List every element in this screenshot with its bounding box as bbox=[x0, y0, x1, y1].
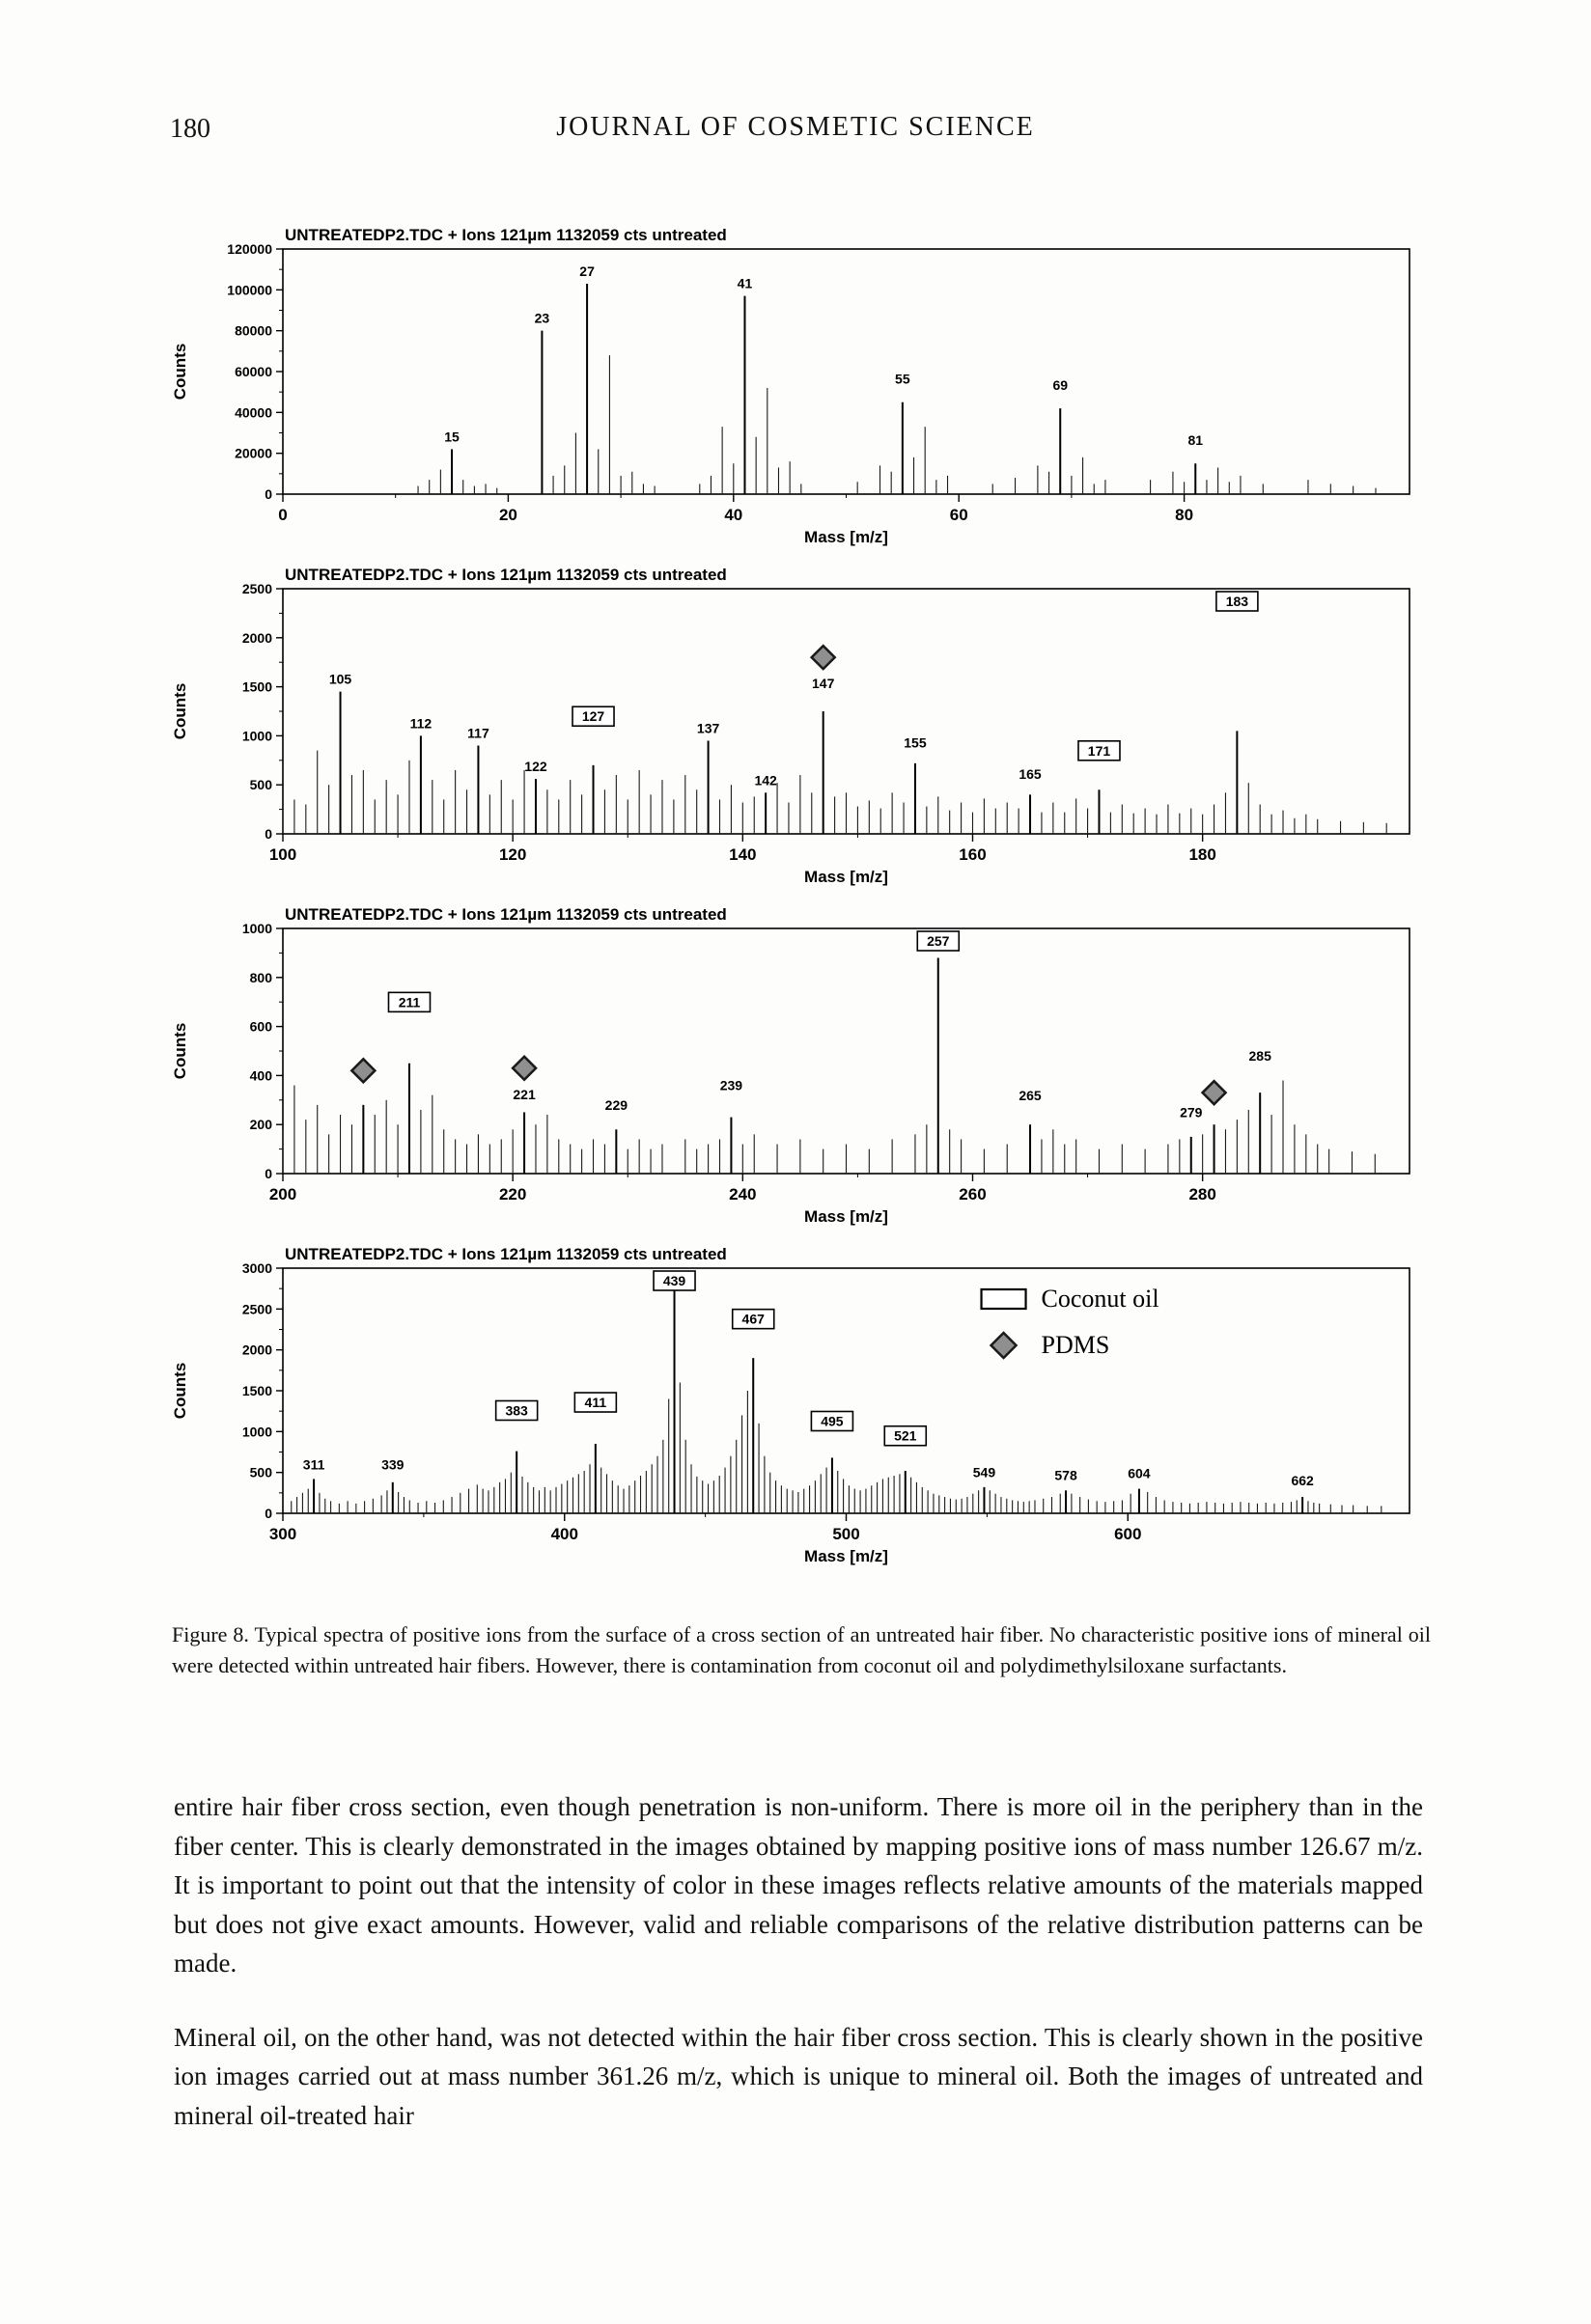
svg-text:2500: 2500 bbox=[241, 581, 272, 596]
svg-text:40: 40 bbox=[724, 506, 743, 524]
legend-label: Coconut oil bbox=[1041, 1285, 1159, 1313]
chart-title: UNTREATEDP2.TDC + Ions 121µm 1132059 cts untreated bbox=[285, 226, 727, 244]
svg-text:200: 200 bbox=[249, 1117, 272, 1133]
svg-text:40000: 40000 bbox=[235, 404, 272, 421]
svg-text:20: 20 bbox=[498, 506, 517, 524]
y-axis-label: Counts bbox=[171, 1022, 189, 1080]
svg-text:60: 60 bbox=[949, 506, 968, 524]
pdms-diamond-marker bbox=[812, 646, 835, 669]
plot-frame bbox=[283, 1268, 1410, 1513]
svg-text:142: 142 bbox=[754, 772, 777, 788]
svg-text:239: 239 bbox=[719, 1077, 743, 1093]
svg-text:120: 120 bbox=[498, 845, 527, 864]
svg-text:265: 265 bbox=[1019, 1087, 1042, 1103]
svg-text:0: 0 bbox=[265, 1166, 272, 1181]
svg-text:549: 549 bbox=[972, 1464, 996, 1480]
plot-frame bbox=[283, 928, 1410, 1174]
svg-text:260: 260 bbox=[959, 1185, 987, 1204]
svg-text:183: 183 bbox=[1225, 594, 1249, 609]
body-paragraph-2: Mineral oil, on the other hand, was not detected within the hair fiber cross section. This is clearly shown in the positive ion images carried out at mass number 361.26 m/z, which is unique to mineral oil. Both the images of untreated and mineral oil-treated hair bbox=[174, 2022, 1423, 2130]
x-axis-label: Mass [m/z] bbox=[804, 868, 888, 886]
x-axis-label: Mass [m/z] bbox=[804, 1547, 888, 1565]
svg-text:221: 221 bbox=[513, 1086, 536, 1102]
svg-text:383: 383 bbox=[505, 1402, 528, 1419]
svg-text:100000: 100000 bbox=[227, 282, 272, 298]
svg-text:105: 105 bbox=[328, 671, 352, 687]
article-body bbox=[174, 1787, 1423, 2170]
mass-spectrum-svg bbox=[162, 554, 1417, 890]
journal-title: JOURNAL OF COSMETIC SCIENCE bbox=[556, 112, 1035, 142]
svg-text:1500: 1500 bbox=[241, 678, 272, 695]
svg-text:160: 160 bbox=[959, 845, 987, 864]
svg-text:211: 211 bbox=[398, 994, 421, 1010]
svg-text:439: 439 bbox=[662, 1273, 686, 1288]
svg-text:15: 15 bbox=[444, 429, 460, 445]
svg-text:800: 800 bbox=[249, 969, 272, 985]
figure-caption-label: Figure 8. bbox=[172, 1622, 249, 1646]
svg-text:411: 411 bbox=[584, 1395, 607, 1411]
svg-text:55: 55 bbox=[895, 371, 910, 387]
svg-text:20000: 20000 bbox=[235, 445, 272, 461]
svg-text:400: 400 bbox=[249, 1067, 272, 1084]
svg-text:117: 117 bbox=[467, 725, 489, 741]
svg-text:400: 400 bbox=[550, 1525, 578, 1543]
svg-text:1000: 1000 bbox=[241, 1424, 272, 1440]
y-axis-label: Counts bbox=[171, 682, 189, 740]
y-axis-label: Counts bbox=[171, 343, 189, 401]
chart-title: UNTREATEDP2.TDC + Ions 121µm 1132059 cts untreated bbox=[285, 1245, 727, 1263]
svg-text:180: 180 bbox=[1188, 845, 1216, 864]
svg-text:27: 27 bbox=[579, 263, 595, 279]
chart-title: UNTREATEDP2.TDC + Ions 121µm 1132059 cts untreated bbox=[285, 905, 727, 924]
svg-text:122: 122 bbox=[524, 759, 547, 775]
svg-text:1500: 1500 bbox=[241, 1383, 272, 1398]
svg-text:140: 140 bbox=[729, 845, 757, 864]
svg-text:500: 500 bbox=[832, 1525, 860, 1543]
svg-text:229: 229 bbox=[604, 1096, 628, 1113]
body-paragraph-1: entire hair fiber cross section, even though penetration is non-uniform. There is more oil in the periphery than in the fiber center. This is clearly demonstrated in the images obtained by mapping positive ions of mass number 126.67 m/z. It is important to point out that the intensity of color in these images reflects relative amounts of the materials mapped but does not give exact amounts. However, valid and reliable comparisons of the relative distribution patterns can be made. bbox=[174, 1792, 1423, 1978]
svg-text:120000: 120000 bbox=[227, 241, 272, 257]
svg-text:280: 280 bbox=[1188, 1185, 1216, 1204]
y-axis-label: Counts bbox=[171, 1362, 189, 1420]
svg-text:257: 257 bbox=[927, 933, 950, 949]
svg-text:578: 578 bbox=[1054, 1467, 1077, 1483]
svg-text:112: 112 bbox=[409, 715, 433, 732]
svg-text:467: 467 bbox=[741, 1311, 765, 1327]
svg-text:285: 285 bbox=[1248, 1048, 1271, 1065]
svg-text:1000: 1000 bbox=[241, 921, 272, 936]
page-header bbox=[0, 112, 1591, 143]
x-axis-label: Mass [m/z] bbox=[804, 528, 888, 546]
svg-text:0: 0 bbox=[265, 486, 272, 502]
svg-text:80000: 80000 bbox=[235, 322, 272, 339]
pdms-diamond-marker bbox=[1203, 1081, 1226, 1104]
svg-text:0: 0 bbox=[265, 1506, 272, 1521]
svg-text:2500: 2500 bbox=[241, 1301, 272, 1317]
svg-text:1000: 1000 bbox=[241, 728, 272, 744]
svg-text:220: 220 bbox=[498, 1185, 527, 1204]
svg-text:600: 600 bbox=[249, 1018, 272, 1035]
svg-text:100: 100 bbox=[268, 845, 297, 864]
figure-8-spectra bbox=[162, 214, 1427, 1573]
figure-caption-text: Typical spectra of positive ions from the surface of a cross section of an untreated hair fiber. No characteristic positive ions of mineral oil were detected within untreated hair fibers. However, there is contamination from coconut oil and polydimethylsiloxane surfactants. bbox=[172, 1622, 1431, 1677]
page-number: 180 bbox=[170, 114, 210, 144]
legend-label: PDMS bbox=[1041, 1331, 1110, 1359]
svg-text:240: 240 bbox=[729, 1185, 757, 1204]
svg-text:495: 495 bbox=[821, 1413, 844, 1429]
mass-spectrum-svg bbox=[162, 894, 1417, 1230]
pdms-legend-diamond bbox=[991, 1333, 1017, 1358]
svg-text:500: 500 bbox=[249, 1464, 272, 1480]
svg-text:147: 147 bbox=[812, 676, 835, 692]
svg-text:279: 279 bbox=[1180, 1104, 1203, 1120]
svg-text:2000: 2000 bbox=[241, 629, 272, 646]
svg-text:0: 0 bbox=[265, 826, 272, 842]
svg-text:41: 41 bbox=[737, 275, 753, 291]
x-axis-label: Mass [m/z] bbox=[804, 1207, 888, 1226]
svg-text:604: 604 bbox=[1128, 1465, 1151, 1481]
svg-text:500: 500 bbox=[249, 777, 272, 793]
coconut-oil-legend-swatch bbox=[982, 1289, 1026, 1309]
svg-text:311: 311 bbox=[302, 1456, 325, 1473]
svg-text:165: 165 bbox=[1019, 766, 1042, 783]
pdms-diamond-marker bbox=[513, 1057, 536, 1080]
svg-text:69: 69 bbox=[1052, 377, 1069, 394]
svg-text:662: 662 bbox=[1291, 1473, 1314, 1489]
svg-text:23: 23 bbox=[534, 310, 550, 326]
svg-text:600: 600 bbox=[1114, 1525, 1142, 1543]
svg-text:60000: 60000 bbox=[235, 364, 272, 379]
mass-spectrum-panel-200-300 bbox=[162, 894, 1427, 1233]
svg-text:200: 200 bbox=[268, 1185, 297, 1204]
mass-spectrum-svg bbox=[162, 1233, 1417, 1569]
mass-spectrum-panel-300-700 bbox=[162, 1233, 1427, 1573]
chart-title: UNTREATEDP2.TDC + Ions 121µm 1132059 cts untreated bbox=[285, 566, 727, 584]
pdms-diamond-marker bbox=[351, 1059, 375, 1082]
mass-spectrum-panel-100-200 bbox=[162, 554, 1427, 894]
svg-text:80: 80 bbox=[1175, 506, 1194, 524]
svg-text:127: 127 bbox=[581, 708, 605, 725]
mass-spectrum-panel-0-100 bbox=[162, 214, 1427, 554]
svg-text:137: 137 bbox=[696, 720, 720, 736]
svg-text:521: 521 bbox=[894, 1427, 917, 1444]
svg-text:81: 81 bbox=[1187, 432, 1204, 449]
svg-text:2000: 2000 bbox=[241, 1342, 272, 1358]
svg-text:300: 300 bbox=[268, 1525, 297, 1543]
svg-text:3000: 3000 bbox=[241, 1260, 272, 1276]
figure-caption bbox=[172, 1619, 1431, 1681]
svg-text:339: 339 bbox=[381, 1456, 405, 1473]
mass-spectrum-svg bbox=[162, 214, 1417, 550]
svg-text:171: 171 bbox=[1087, 742, 1111, 759]
svg-text:155: 155 bbox=[904, 734, 927, 751]
svg-text:0: 0 bbox=[278, 506, 288, 524]
